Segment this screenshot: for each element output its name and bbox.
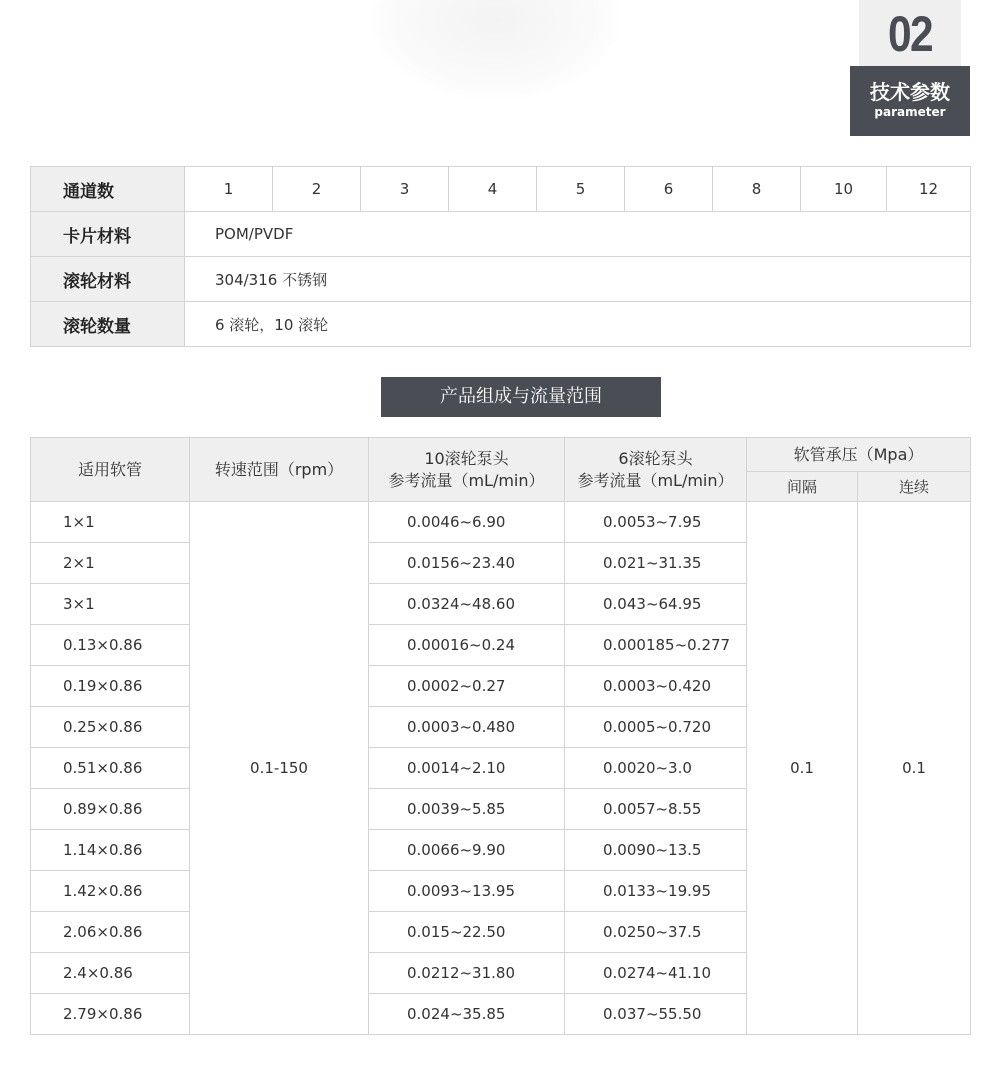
- channel-value: 2: [273, 167, 361, 212]
- spec-value: 6 滚轮，10 滚轮: [185, 302, 971, 347]
- tubing-size: 1×1: [31, 502, 190, 543]
- spec-row-roller-count: [31, 302, 971, 347]
- background-glow: [370, 0, 620, 100]
- channel-value: 3: [361, 167, 449, 212]
- flow-6-roller: 0.0020~3.0: [565, 748, 747, 789]
- flow-10-roller: 0.015~22.50: [369, 912, 565, 953]
- flow-6-roller: 0.0274~41.10: [565, 953, 747, 994]
- spec-table: [30, 166, 971, 347]
- badge-title: 技术参数: [870, 80, 950, 104]
- flow-6-roller: 0.0057~8.55: [565, 789, 747, 830]
- spec-row-channels: [31, 167, 971, 212]
- tubing-size: 1.42×0.86: [31, 871, 190, 912]
- flow-10-roller: 0.0093~13.95: [369, 871, 565, 912]
- header-pump6-line1: 6滚轮泵头: [618, 448, 693, 468]
- header-pump10: [369, 438, 565, 502]
- header-pump10-line1: 10滚轮泵头: [424, 448, 509, 468]
- tubing-size: 0.89×0.86: [31, 789, 190, 830]
- flow-6-roller: 0.0250~37.5: [565, 912, 747, 953]
- flow-header-row: [31, 438, 971, 472]
- flow-6-roller: 0.043~64.95: [565, 584, 747, 625]
- flow-10-roller: 0.024~35.85: [369, 994, 565, 1035]
- spec-label: 滚轮材料: [31, 257, 185, 302]
- header-pump6: [565, 438, 747, 502]
- channel-value: 4: [449, 167, 537, 212]
- tubing-size: 1.14×0.86: [31, 830, 190, 871]
- flow-10-roller: 0.0002~0.27: [369, 666, 565, 707]
- badge-label: [850, 66, 970, 136]
- flow-10-roller: 0.0156~23.40: [369, 543, 565, 584]
- spec-label: 通道数: [31, 167, 185, 212]
- flow-10-roller: 0.00016~0.24: [369, 625, 565, 666]
- spec-label: 卡片材料: [31, 212, 185, 257]
- tubing-size: 2×1: [31, 543, 190, 584]
- badge-subtitle: parameter: [874, 105, 946, 119]
- flow-6-roller: 0.0133~19.95: [565, 871, 747, 912]
- spec-label: 滚轮数量: [31, 302, 185, 347]
- channel-value: 8: [713, 167, 801, 212]
- spec-value: 304/316 不锈钢: [185, 257, 971, 302]
- flow-table: [30, 437, 971, 1035]
- header-pressure: 软管承压（Mpa）: [747, 438, 971, 472]
- tubing-size: 0.51×0.86: [31, 748, 190, 789]
- spec-value: POM/PVDF: [185, 212, 971, 257]
- header-intermittent: 间隔: [747, 472, 858, 502]
- tubing-size: 0.19×0.86: [31, 666, 190, 707]
- channel-value: 5: [537, 167, 625, 212]
- flow-10-roller: 0.0212~31.80: [369, 953, 565, 994]
- tubing-size: 2.79×0.86: [31, 994, 190, 1035]
- flow-10-roller: 0.0046~6.90: [369, 502, 565, 543]
- section-badge: [850, 0, 970, 136]
- tubing-size: 2.4×0.86: [31, 953, 190, 994]
- header-pump10-line2: 参考流量（mL/min）: [388, 470, 545, 490]
- spec-row-roller-material: [31, 257, 971, 302]
- header-continuous: 连续: [858, 472, 971, 502]
- flow-6-roller: 0.000185~0.277: [565, 625, 747, 666]
- channel-value: 10: [801, 167, 887, 212]
- flow-6-roller: 0.0003~0.420: [565, 666, 747, 707]
- pressure-continuous: 0.1: [858, 502, 971, 1035]
- pressure-intermittent: 0.1: [747, 502, 858, 1035]
- tubing-size: 0.13×0.86: [31, 625, 190, 666]
- flow-10-roller: 0.0324~48.60: [369, 584, 565, 625]
- channel-value: 12: [887, 167, 971, 212]
- tubing-size: 0.25×0.86: [31, 707, 190, 748]
- flow-6-roller: 0.0090~13.5: [565, 830, 747, 871]
- tubing-size: 3×1: [31, 584, 190, 625]
- flow-6-roller: 0.0053~7.95: [565, 502, 747, 543]
- header-speed: 转速范围（rpm）: [190, 438, 369, 502]
- section-title: 产品组成与流量范围: [381, 377, 661, 417]
- flow-6-roller: 0.021~31.35: [565, 543, 747, 584]
- channel-value: 6: [625, 167, 713, 212]
- speed-range: 0.1-150: [190, 502, 369, 1035]
- header-pump6-line2: 参考流量（mL/min）: [577, 470, 734, 490]
- channel-value: 1: [185, 167, 273, 212]
- flow-10-roller: 0.0014~2.10: [369, 748, 565, 789]
- flow-10-roller: 0.0066~9.90: [369, 830, 565, 871]
- flow-10-roller: 0.0039~5.85: [369, 789, 565, 830]
- flow-6-roller: 0.037~55.50: [565, 994, 747, 1035]
- flow-6-roller: 0.0005~0.720: [565, 707, 747, 748]
- tubing-size: 2.06×0.86: [31, 912, 190, 953]
- flow-10-roller: 0.0003~0.480: [369, 707, 565, 748]
- badge-number: 02: [859, 0, 961, 66]
- header-tubing: 适用软管: [31, 438, 190, 502]
- spec-row-card-material: [31, 212, 971, 257]
- table-row: [31, 502, 971, 543]
